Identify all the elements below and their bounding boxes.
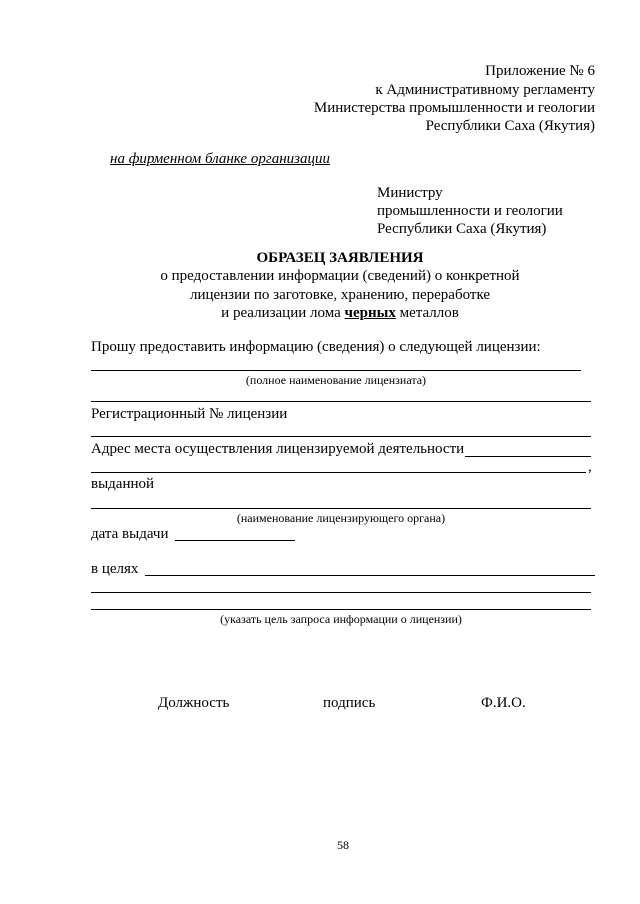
title-line-2: лицензии по заготовке, хранению, переработке <box>189 287 491 303</box>
title-line-1: о предоставлении информации (сведений) о конкретной <box>160 268 520 284</box>
authority-caption: (наименование лицензирующего органа) <box>236 511 446 525</box>
appendix-line-1: Приложение № 6 <box>485 63 595 79</box>
appendix-line-2: к Административному регламенту <box>375 82 595 98</box>
issued-label: выданной <box>91 476 155 492</box>
licensee-line <box>91 370 581 371</box>
addressee-line-1: Министру <box>377 185 443 201</box>
purpose-caption: (указать цель запроса информации о лицензии) <box>220 612 462 626</box>
purpose-label: в целях <box>91 561 139 577</box>
reg-number-label: Регистрационный № лицензии <box>91 406 288 422</box>
issue-date-label: дата выдачи <box>91 526 169 542</box>
form-heading: ОБРАЗЕЦ ЗАЯВЛЕНИЯ <box>256 250 424 266</box>
addressee-line-3: Республики Саха (Якутия) <box>377 221 547 237</box>
request-text: Прошу предоставить информацию (сведения) о следующей лицензии: <box>91 339 541 355</box>
purpose-line-3 <box>91 609 591 610</box>
title-line-3: и реализации лома черных металлов <box>221 305 459 321</box>
addressee-line-2: промышленности и геологии <box>377 203 563 219</box>
authority-line <box>91 508 591 509</box>
letterhead-note: на фирменном бланке организации <box>110 151 330 167</box>
signature-sign: подпись <box>323 695 376 711</box>
address-label: Адрес места осуществления лицензируемой деятельности <box>91 441 465 457</box>
title-bold-word: черных <box>344 305 396 321</box>
address-comma: , <box>588 459 592 475</box>
reg-number-line <box>91 436 591 437</box>
licensee-caption: (полное наименование лицензиата) <box>245 373 427 387</box>
page-number: 58 <box>337 838 349 852</box>
issue-date-line <box>175 540 295 541</box>
signature-name: Ф.И.О. <box>481 695 526 711</box>
purpose-line-2 <box>91 592 591 593</box>
appendix-line-3: Министерства промышленности и геологии <box>313 100 595 116</box>
licensee-line-2 <box>91 401 591 402</box>
purpose-line-1 <box>145 575 595 576</box>
address-line-1 <box>465 456 591 457</box>
appendix-line-4: Республики Саха (Якутия) <box>425 118 595 134</box>
signature-position: Должность <box>158 695 230 711</box>
address-line-2 <box>91 472 586 473</box>
